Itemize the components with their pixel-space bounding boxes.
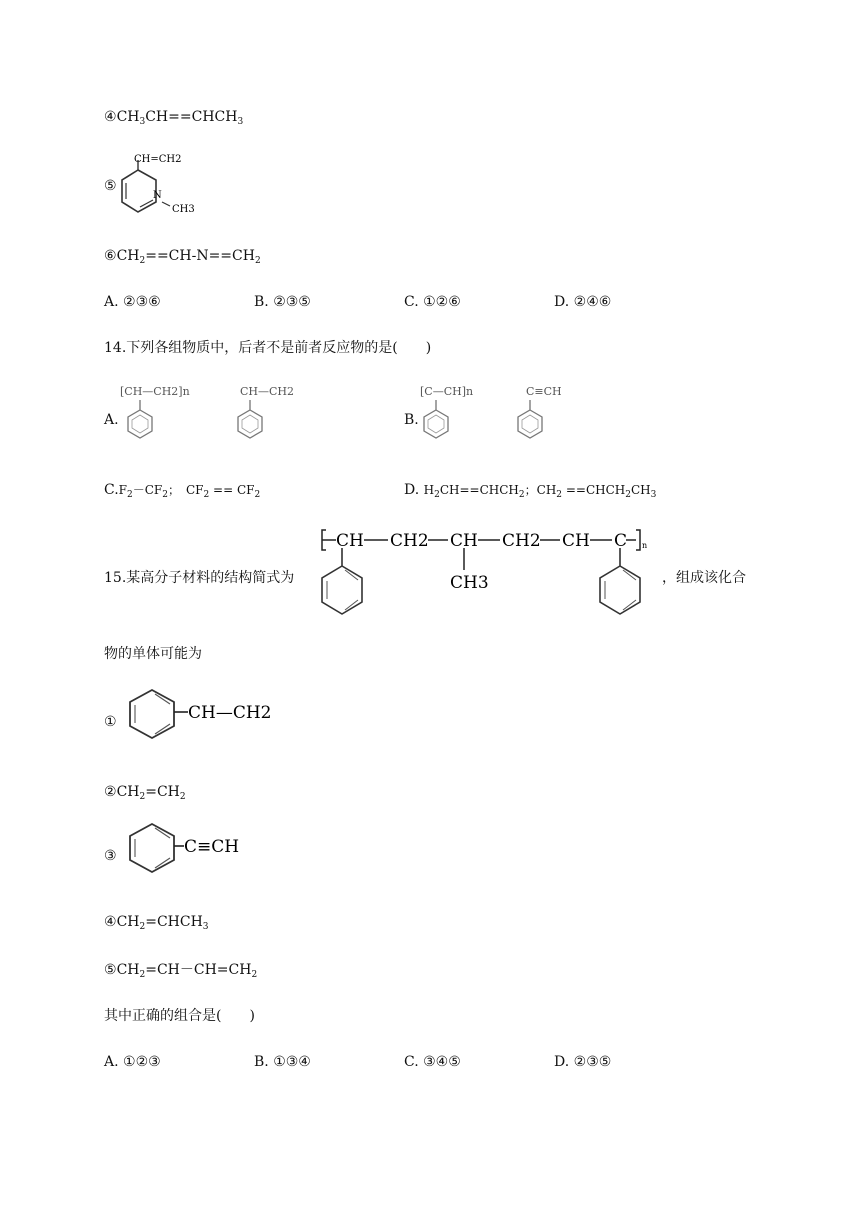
q13-option-b[interactable]: B. ②③⑤	[254, 294, 311, 310]
methyl-vinyl-pyridine-structure	[118, 150, 218, 225]
q15-item-5: $⑤CH_2=CH-CH=CH_2$	[104, 962, 258, 980]
polymer-ch2-a: CH2	[390, 531, 429, 551]
styrene-structure	[122, 684, 292, 754]
q14-option-c[interactable]: $C.F_2-CF_2$； $CF_2 == CF_2$	[104, 482, 261, 500]
polymer-label: [C—CH]n	[420, 385, 474, 398]
q15-polymer-structure	[318, 524, 668, 634]
q13-item-5-marker: ⑤	[104, 178, 117, 194]
polymer-c: C	[614, 531, 628, 551]
q14-b-monomer-structure	[512, 380, 592, 450]
q15-stem-before: 15.某高分子材料的结构简式为	[104, 570, 295, 586]
q15-item-1-marker: ①	[104, 714, 117, 730]
item-marker: ④	[104, 109, 117, 125]
styrene-label: CH—CH2	[188, 703, 272, 723]
polymer-ch3: CH	[450, 531, 478, 551]
monomer-label: C≡CH	[526, 385, 562, 398]
q15-item-4: $④CH_2=CHCH_3$	[104, 914, 209, 932]
polymer-label: [CH—CH2]n	[120, 385, 190, 398]
polymer-ch4: CH	[562, 531, 590, 551]
q15-option-c[interactable]: C. ③④⑤	[404, 1054, 461, 1070]
methyl-label: CH3	[172, 204, 195, 215]
phenylacetylene-structure	[122, 818, 272, 888]
q14-a-monomer-structure	[230, 380, 320, 450]
polymer-n: n	[642, 541, 648, 550]
q15-option-d[interactable]: D. ②③⑤	[554, 1054, 612, 1070]
q13-item-4	[104, 107, 243, 132]
polymer-ch2-b: CH2	[502, 531, 541, 551]
q15-option-a[interactable]: A. ①②③	[104, 1054, 161, 1070]
q14-option-d[interactable]: D. $H_2CH==CHCH_2$；$CH_2$ $==CHCH_2CH_3$	[404, 482, 657, 500]
q14-b-polymer-structure	[420, 380, 510, 450]
q13-option-c[interactable]: C. ①②⑥	[404, 294, 461, 310]
q14-option-a-label[interactable]: A.	[104, 412, 119, 428]
q13-option-d[interactable]: D. ②④⑥	[554, 294, 612, 310]
item-marker: ⑥	[104, 248, 117, 264]
q15-question: 其中正确的组合是( )	[104, 1008, 255, 1024]
q15-stem-line2: 物的单体可能为	[104, 646, 202, 662]
q13-option-a[interactable]: A. ②③⑥	[104, 294, 161, 310]
q15-stem-after: ，组成该化合	[662, 570, 746, 586]
polymer-ch1: CH	[336, 531, 364, 551]
nitrogen-label: N	[153, 190, 162, 201]
q15-option-b[interactable]: B. ①③④	[254, 1054, 311, 1070]
formula-item-4: $CH_3CH==CHCH_3$	[116, 109, 244, 127]
q14-stem: 14.下列各组物质中，后者不是前者反应物的是( )	[104, 340, 432, 356]
q15-item-2: $②CH_2=CH_2$	[104, 784, 186, 802]
q15-item-3-marker: ③	[104, 848, 117, 864]
vinyl-label: CH=CH2	[134, 154, 182, 165]
monomer-label: CH—CH2	[240, 385, 295, 398]
phenylacetylene-label: C≡CH	[184, 837, 240, 857]
q14-a-polymer-structure	[120, 380, 220, 450]
formula-item-6: $CH_2==CH-N==CH_2$	[116, 248, 261, 266]
q14-option-b-label[interactable]: B.	[404, 412, 419, 428]
polymer-methyl: CH3	[450, 573, 489, 593]
q13-item-6	[104, 246, 261, 271]
